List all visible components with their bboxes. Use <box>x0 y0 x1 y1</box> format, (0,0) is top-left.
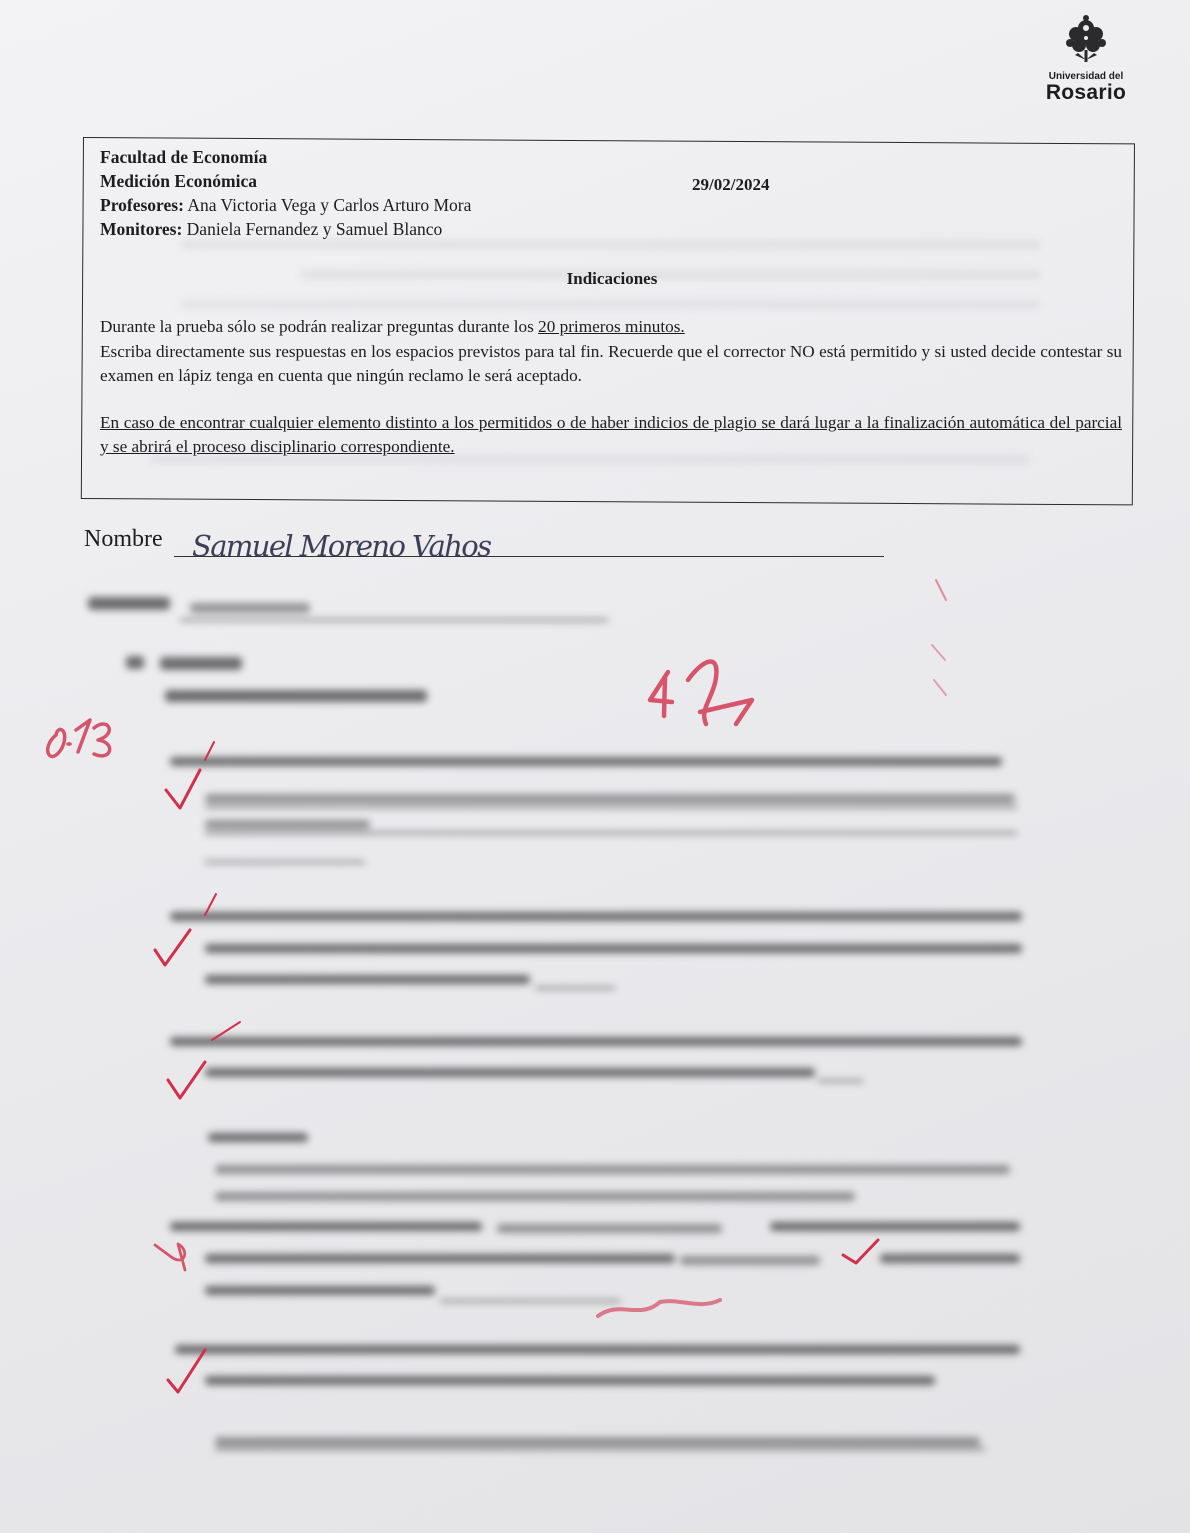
course-name: Medición Económica <box>100 171 257 191</box>
name-label: Nombre <box>84 526 163 552</box>
checkmark-b-top <box>205 894 216 915</box>
margin-tick-1 <box>936 580 946 600</box>
margin-tick-3 <box>934 680 946 695</box>
instruction-1-underlined: 20 primeros minutos. <box>538 317 685 336</box>
checkmark-c-top <box>212 1022 240 1040</box>
instructions-title: Indicaciones <box>566 269 658 288</box>
instruction-paragraph-3: En caso de encontrar cualquier elemento distinto a los permitidos o de haber indicios de plagio se dará lugar a la finalización automática del parcial y se abrirá el proceso disciplinario correspondiente. <box>100 413 1122 456</box>
checkmark-e <box>168 1350 205 1392</box>
checkmark-d <box>843 1240 878 1263</box>
exam-date: 29/02/2024 <box>692 175 770 194</box>
correction-note-d <box>598 1300 720 1316</box>
checkmark-a <box>166 770 200 808</box>
professors-names: Ana Victoria Vega y Carlos Arturo Mora <box>187 195 472 215</box>
checkmark-c <box>168 1062 205 1098</box>
professors-label: Profesores: <box>100 195 184 215</box>
logo-text-bottom: Rosario <box>1045 81 1127 104</box>
partial-mark-d <box>155 1244 185 1270</box>
instruction-1-text: Durante la prueba sólo se podrán realizar preguntas durante los <box>100 317 539 336</box>
monitors-label: Monitores: <box>100 219 183 239</box>
instruction-paragraph-2: Escriba directamente sus respuestas en los espacios previstos para tal fin. Recuerde que el corrector NO está permitido y si usted decide contestar su examen en lápiz tenga en cuenta que ningún reclamo le será aceptado. <box>100 342 1122 385</box>
checkmark-b <box>155 930 190 965</box>
faculty-name: Facultad de Economía <box>100 147 268 167</box>
grade-total-mark <box>650 662 752 724</box>
checkmark-a-top <box>205 742 214 760</box>
monitors-names: Daniela Fernandez y Samuel Blanco <box>186 219 443 239</box>
margin-tick-2 <box>932 645 945 660</box>
logo-text-top: Universidad del <box>1048 71 1124 82</box>
grade-partial-mark <box>48 720 110 756</box>
student-name-handwritten: Samuel Moreno Vahos <box>192 529 492 563</box>
